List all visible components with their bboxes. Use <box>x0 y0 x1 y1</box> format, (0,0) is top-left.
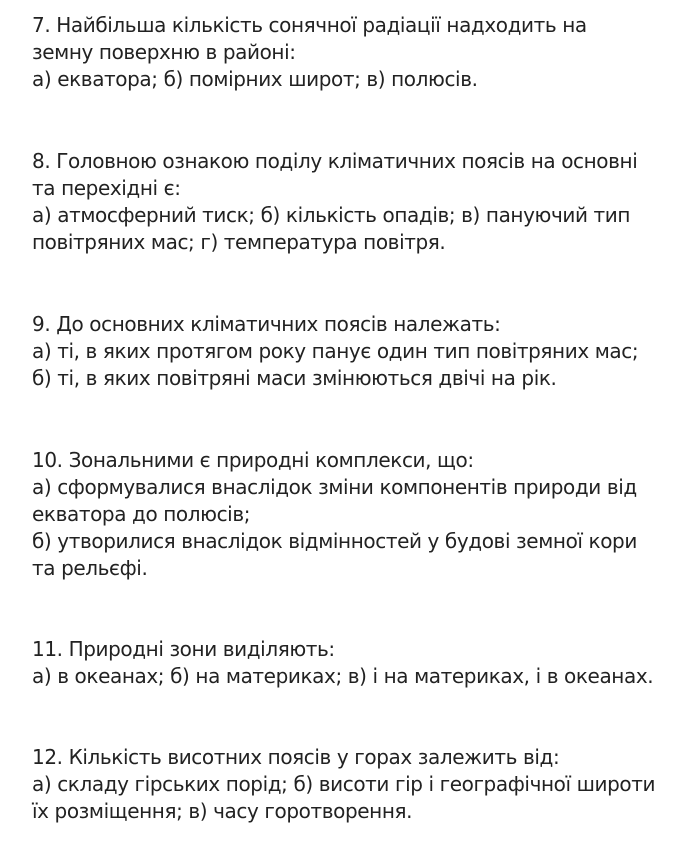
question-9-option-a: а) ті, в яких протягом року панує один тип повітряних мас; <box>32 339 639 363</box>
question-12 <box>32 744 692 825</box>
question-11 <box>32 636 692 690</box>
question-11-options: а) в океанах; б) на материках; в) і на материках, і в океанах. <box>32 664 654 688</box>
question-12-options-1: а) складу гірських порід; б) висоти гір і географічної широти <box>32 772 656 796</box>
question-10-option-b-1: б) утворилися внаслідок відмінностей у будові земної кори <box>32 529 637 553</box>
question-8-line-2: та перехідні є: <box>32 176 181 200</box>
question-9-option-b: б) ті, в яких повітряні маси змінюються двічі на рік. <box>32 366 557 390</box>
question-9-line-1: 9. До основних кліматичних поясів належать: <box>32 312 501 336</box>
question-8-line-1: 8. Головною ознакою поділу кліматичних поясів на основні <box>32 149 638 173</box>
question-7-line-2: земну поверхню в районі: <box>32 40 296 64</box>
question-12-line-1: 12. Кількість висотних поясів у горах залежить від: <box>32 745 560 769</box>
question-10 <box>32 447 692 582</box>
question-12-options-2: їх розміщення; в) часу горотворення. <box>32 799 413 823</box>
question-7 <box>32 12 692 93</box>
question-11-line-1: 11. Природні зони виділяють: <box>32 637 335 661</box>
question-8-options-2: повітряних мас; г) температура повітря. <box>32 230 446 254</box>
question-10-option-a-2: екватора до полюсів; <box>32 502 251 526</box>
question-7-line-1: 7. Найбільша кількість сонячної радіації надходить на <box>32 13 587 37</box>
question-10-option-a-1: а) сформувалися внаслідок зміни компонентів природи від <box>32 475 637 499</box>
question-7-options: а) екватора; б) помірних широт; в) полюсів. <box>32 67 478 91</box>
question-8 <box>32 148 692 256</box>
question-9 <box>32 311 692 392</box>
question-10-option-b-2: та рельєфі. <box>32 556 148 580</box>
question-8-options-1: а) атмосферний тиск; б) кількість опадів; в) пануючий тип <box>32 203 631 227</box>
question-10-line-1: 10. Зональними є природні комплекси, що: <box>32 448 474 472</box>
